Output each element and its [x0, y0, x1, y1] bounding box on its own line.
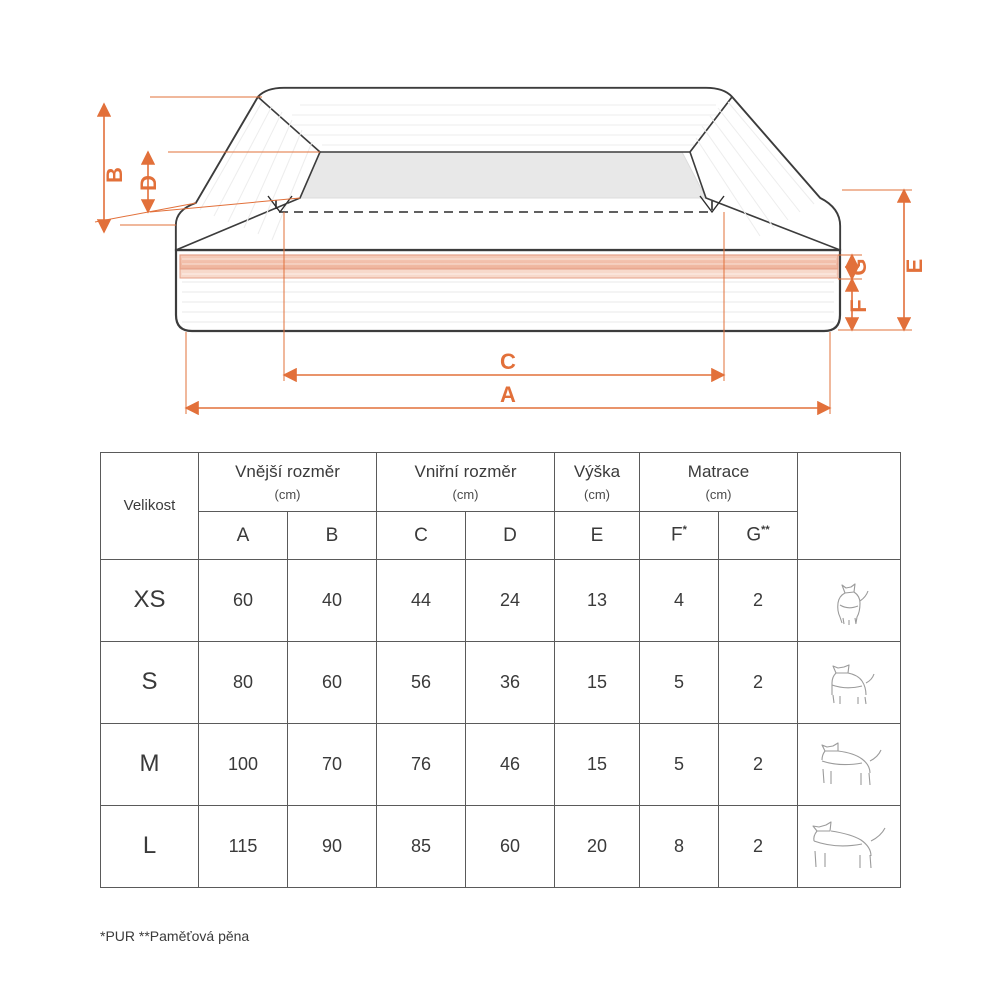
footnote: *PUR **Paměťová pěna — [100, 928, 250, 944]
header-letter-d: D — [466, 512, 555, 559]
header-inner-label: Vniřní rozměr — [414, 462, 517, 481]
table-row — [101, 559, 901, 641]
size-table — [100, 452, 901, 888]
label-G: G — [846, 258, 871, 276]
letter-g-sup: ** — [761, 524, 770, 537]
cell-e: 15 — [555, 723, 640, 805]
pointer-icon — [798, 723, 901, 805]
bed-illustration — [176, 88, 840, 331]
cell-e: 20 — [555, 805, 640, 887]
row-size-s: S — [101, 641, 199, 723]
header-height — [555, 453, 640, 512]
cell-a: 80 — [199, 641, 288, 723]
cell-a: 60 — [199, 559, 288, 641]
cell-d: 60 — [466, 805, 555, 887]
label-D: D — [136, 175, 161, 191]
header-outer — [199, 453, 377, 512]
cell-c: 85 — [377, 805, 466, 887]
header-letter-f — [640, 512, 719, 559]
header-height-unit: (cm) — [584, 486, 610, 502]
header-letter-c: C — [377, 512, 466, 559]
table-row — [101, 805, 901, 887]
cell-a: 100 — [199, 723, 288, 805]
header-height-label: Výška — [573, 462, 621, 481]
cell-f: 4 — [640, 559, 719, 641]
retriever-icon — [798, 805, 901, 887]
cell-d: 36 — [466, 641, 555, 723]
header-letter-g — [719, 512, 798, 559]
letter-f-text: F — [671, 524, 683, 546]
table-row — [101, 641, 901, 723]
chihuahua-icon — [798, 559, 901, 641]
cell-b: 70 — [288, 723, 377, 805]
bulldog-icon — [798, 641, 901, 723]
cell-b: 60 — [288, 641, 377, 723]
header-mattress — [640, 453, 798, 512]
header-letter-e: E — [555, 512, 640, 559]
cell-g: 2 — [719, 805, 798, 887]
label-B: B — [102, 167, 127, 183]
header-dog-illustration — [798, 453, 901, 560]
row-size-l: L — [101, 805, 199, 887]
dog-bed-diagram — [0, 0, 1000, 440]
cell-f: 8 — [640, 805, 719, 887]
row-size-xs: XS — [101, 559, 199, 641]
row-size-m: M — [101, 723, 199, 805]
cell-e: 15 — [555, 641, 640, 723]
cell-f: 5 — [640, 723, 719, 805]
size-table-wrapper — [100, 452, 900, 888]
header-letter-b: B — [288, 512, 377, 559]
cell-g: 2 — [719, 723, 798, 805]
table-header-letters — [101, 512, 901, 559]
header-mattress-label: Matrace — [687, 462, 750, 481]
letter-g-text: G — [746, 524, 762, 546]
table-header-groups — [101, 453, 901, 512]
label-A: A — [500, 382, 516, 407]
table-row — [101, 723, 901, 805]
header-inner-unit: (cm) — [452, 486, 479, 502]
label-C: C — [500, 349, 516, 374]
cell-b: 90 — [288, 805, 377, 887]
cell-g: 2 — [719, 641, 798, 723]
cell-c: 44 — [377, 559, 466, 641]
cell-e: 13 — [555, 559, 640, 641]
cell-a: 115 — [199, 805, 288, 887]
label-F: F — [846, 299, 871, 313]
cell-f: 5 — [640, 641, 719, 723]
header-outer-unit: (cm) — [274, 486, 301, 502]
cell-b: 40 — [288, 559, 377, 641]
label-E: E — [902, 258, 927, 274]
cell-g: 2 — [719, 559, 798, 641]
cell-c: 76 — [377, 723, 466, 805]
cell-d: 46 — [466, 723, 555, 805]
letter-f-sup: * — [682, 524, 687, 537]
header-velikost: Velikost — [101, 453, 199, 560]
header-outer-label: Vnější rozměr — [235, 462, 340, 481]
cell-d: 24 — [466, 559, 555, 641]
cell-c: 56 — [377, 641, 466, 723]
header-mattress-unit: (cm) — [705, 486, 732, 502]
header-letter-a: A — [199, 512, 288, 559]
header-inner — [377, 453, 555, 512]
